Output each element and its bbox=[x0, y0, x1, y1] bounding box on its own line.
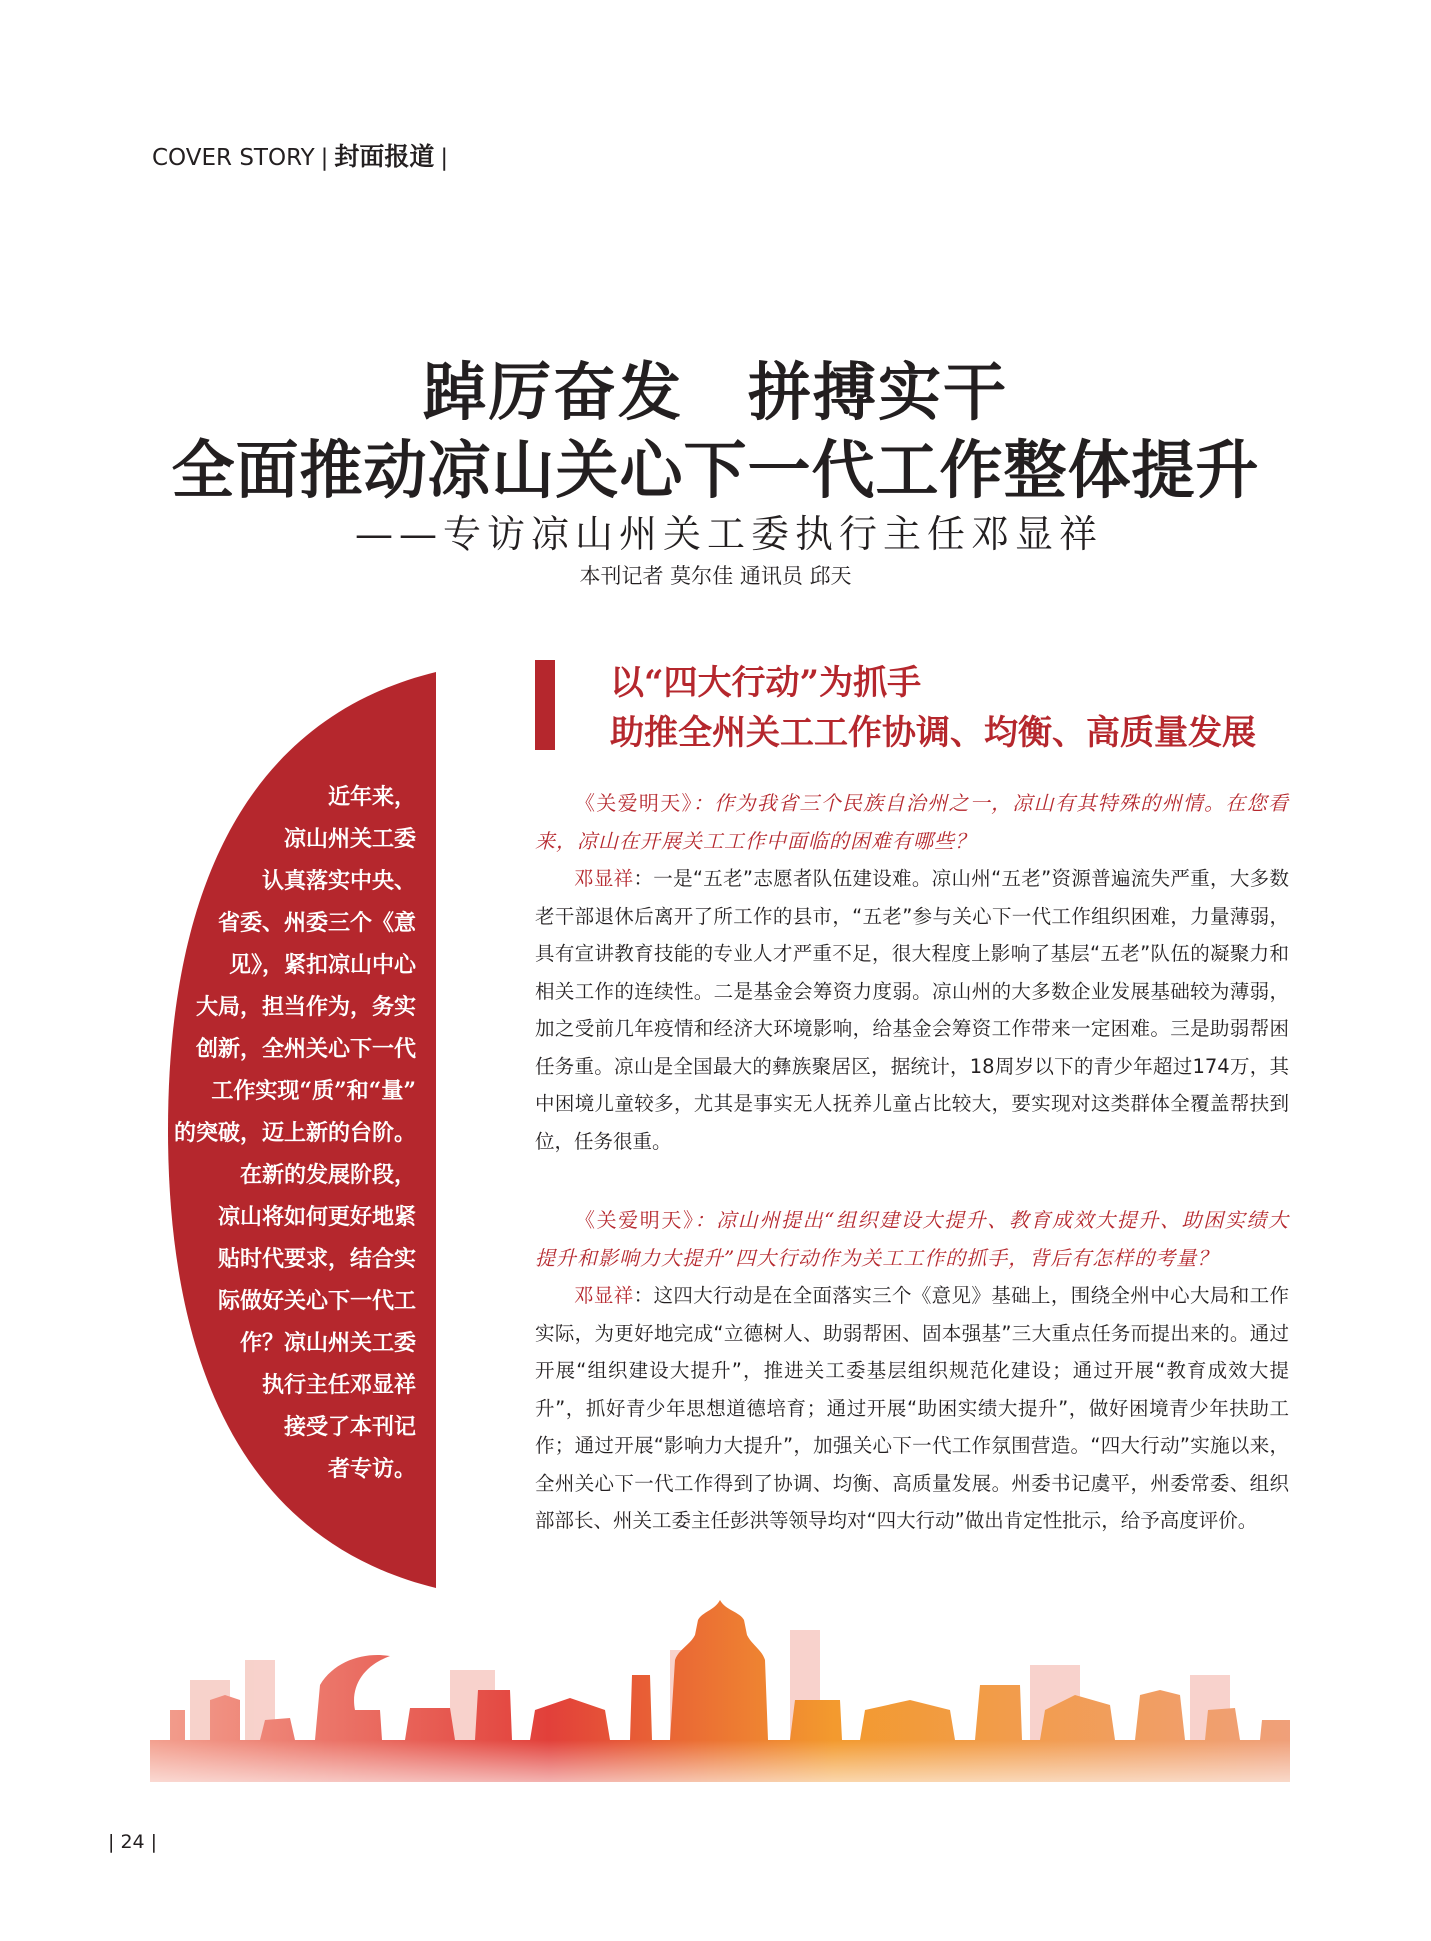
intro-line: 贴时代要求，结合实 bbox=[217, 1246, 416, 1272]
header-en: COVER STORY bbox=[152, 145, 315, 171]
question-label: 《关爱明天》 bbox=[575, 1208, 695, 1232]
question-text: ：凉山州提出“组织建设大提升、教育成效大提升、助困实绩大提升和影响力大提升”四大行动作为关工工作的抓手，背后有怎样的考量？ bbox=[535, 1208, 1289, 1270]
header-cn: 封面报道 bbox=[334, 142, 435, 171]
intro-line: 作？凉山州关工委 bbox=[239, 1330, 416, 1356]
answer-text: ：这四大行动是在全面落实三个《意见》基础上，围绕全州中心大局和工作实际，为更好地完成“立德树人、助弱帮困、固本强基”三大重点任务而提出来的。通过开展“组织建设大提升”，推进关工委基层组织规范化建设；通过开展“教育成效大提升”，抓好青少年思想道德培育；通过开展“助困实绩大提升”，做好困境青少年扶助工作；通过开展“影响力大提升”，加强关心下一代工作氛围营造。“四大行动”实施以来，全州关心下一代工作得到了协调、均衡、高质量发展。州委书记虞平，州委常委、组织部部长、州关工委主任彭洪等领导均对“四大行动”做出肯定性批示，给予高度评价。 bbox=[535, 1284, 1289, 1532]
answer-2 bbox=[535, 1277, 1289, 1540]
section-header bbox=[152, 137, 454, 173]
answer-1 bbox=[535, 860, 1289, 1160]
headline-line1: 踔厉奋发 拼搏实干 bbox=[423, 355, 1008, 429]
answer-label: 邓显祥 bbox=[574, 1284, 634, 1307]
question-label: 《关爱明天》 bbox=[575, 791, 693, 815]
intro-line: 工作实现“质”和“量” bbox=[211, 1078, 416, 1104]
subtitle: ——专访凉山州关工委执行主任邓显祥 bbox=[355, 512, 1104, 556]
page-number: | 24 | bbox=[108, 1831, 158, 1853]
intro-line: 认真落实中央、 bbox=[261, 868, 416, 894]
section-heading bbox=[610, 658, 1256, 758]
section-heading-line2: 助推全州关工工作协调、均衡、高质量发展 bbox=[610, 713, 1256, 753]
qa-block-2 bbox=[535, 1202, 1289, 1540]
intro-line: 凉山州关工委 bbox=[283, 826, 416, 852]
section-heading-line1: 以“四大行动”为抓手 bbox=[610, 663, 922, 703]
intro-line: 省委、州委三个《意 bbox=[217, 910, 416, 936]
intro-line: 凉山将如何更好地紧 bbox=[217, 1204, 416, 1230]
intro-line: 在新的发展阶段， bbox=[239, 1162, 416, 1188]
city-skyline-illustration bbox=[150, 1590, 1290, 1782]
byline: 本刊记者 莫尔佳 通讯员 邱天 bbox=[579, 564, 852, 588]
intro-line: 大局，担当作为，务实 bbox=[195, 994, 416, 1020]
intro-line: 执行主任邓显祥 bbox=[261, 1372, 416, 1398]
intro-line: 近年来， bbox=[327, 784, 416, 810]
header-separator-end: | bbox=[440, 145, 449, 171]
intro-line: 创新，全州关心下一代 bbox=[195, 1036, 416, 1062]
intro-line: 见》，紧扣凉山中心 bbox=[228, 952, 416, 978]
qa-block-1 bbox=[535, 785, 1289, 1160]
header-separator: | bbox=[320, 145, 329, 171]
answer-text: ：一是“五老”志愿者队伍建设难。凉山州“五老”资源普遍流失严重，大多数老干部退休后离开了所工作的县市，“五老”参与关心下一代工作组织困难，力量薄弱，具有宣讲教育技能的专业人才严重不足，很大程度上影响了基层“五老”队伍的凝聚力和相关工作的连续性。二是基金会筹资力度弱。凉山州的大多数企业发展基础较为薄弱，加之受前几年疫情和经济大环境影响，给基金会筹资工作带来一定困难。三是助弱帮困任务重。凉山是全国最大的彝族聚居区，据统计，18周岁以下的青少年超过174万，其中困境儿童较多，尤其是事实无人抚养儿童占比较大，要实现对这类群体全覆盖帮扶到位，任务很重。 bbox=[535, 867, 1289, 1153]
page-number-value: 24 bbox=[120, 1831, 145, 1853]
intro-text bbox=[116, 776, 416, 1490]
section-heading-bar bbox=[535, 660, 555, 750]
headline-line2: 全面推动凉山关心下一代工作整体提升 bbox=[171, 433, 1260, 507]
intro-line: 际做好关心下一代工 bbox=[217, 1288, 416, 1314]
intro-line: 的突破，迈上新的台阶。 bbox=[173, 1120, 416, 1146]
question-2 bbox=[535, 1202, 1289, 1277]
intro-line: 接受了本刊记 bbox=[283, 1414, 416, 1440]
question-1 bbox=[535, 785, 1289, 860]
intro-line: 者专访。 bbox=[327, 1456, 416, 1482]
question-text: ：作为我省三个民族自治州之一，凉山有其特殊的州情。在您看来，凉山在开展关工工作中面临的困难有哪些？ bbox=[535, 791, 1290, 853]
answer-label: 邓显祥 bbox=[574, 867, 634, 890]
